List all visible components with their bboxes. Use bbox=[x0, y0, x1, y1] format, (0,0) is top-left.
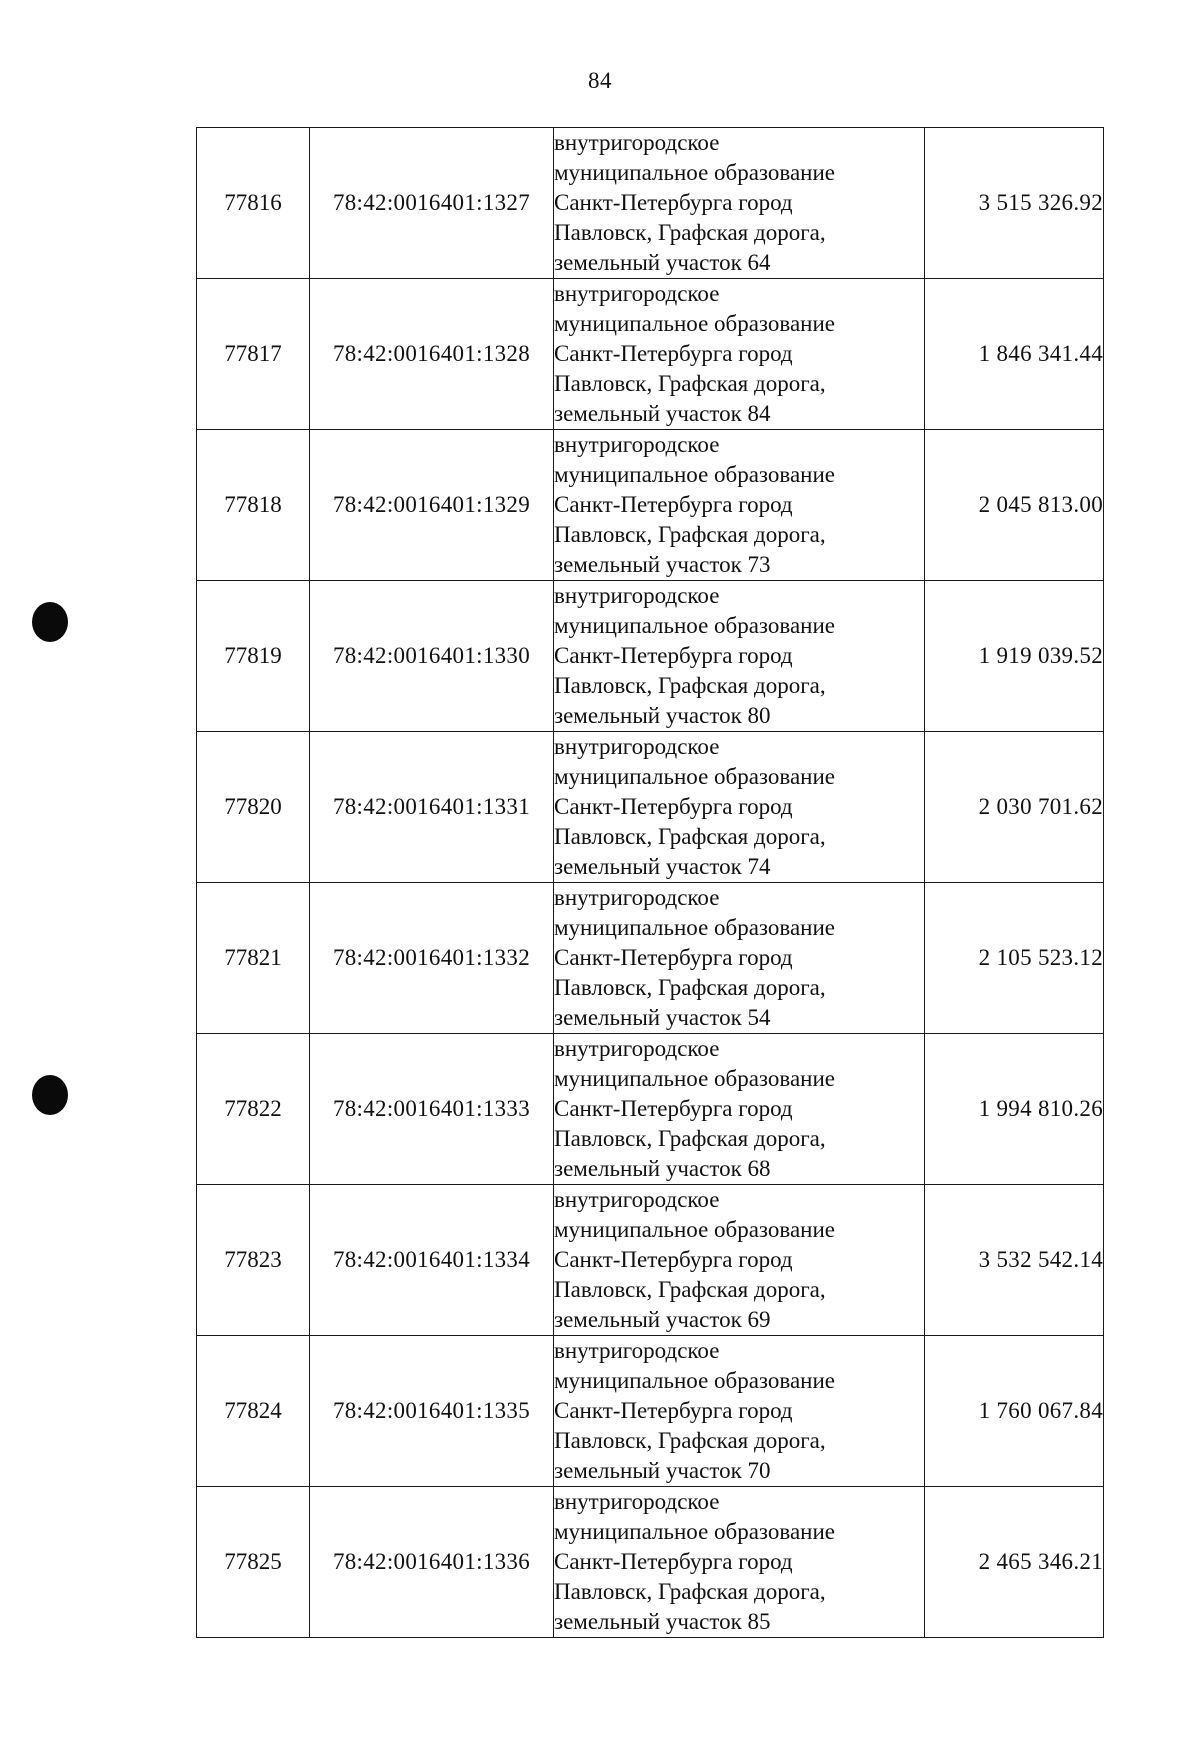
address-line: муниципальное образование bbox=[554, 764, 835, 789]
table-body bbox=[197, 128, 1104, 1638]
address-line: земельный участок 73 bbox=[554, 552, 771, 577]
table-row bbox=[197, 1487, 1104, 1638]
address-line: внутригородское bbox=[554, 885, 720, 910]
cadastral-number: 78:42:0016401:1332 bbox=[310, 883, 554, 1034]
table-row bbox=[197, 1336, 1104, 1487]
address-line: Павловск, Графская дорога, bbox=[554, 1126, 826, 1151]
address-line: Павловск, Графская дорога, bbox=[554, 824, 826, 849]
address-line: внутригородское bbox=[554, 432, 720, 457]
address-line: Санкт-Петербурга город bbox=[554, 1247, 793, 1272]
row-number: 77818 bbox=[197, 430, 310, 581]
address-line: Павловск, Графская дорога, bbox=[554, 220, 826, 245]
punch-hole-mark bbox=[32, 602, 68, 642]
address-cell bbox=[554, 581, 925, 732]
address-line: Павловск, Графская дорога, bbox=[554, 1277, 826, 1302]
address-line: Павловск, Графская дорога, bbox=[554, 371, 826, 396]
cadastral-value: 3 515 326.92 bbox=[925, 128, 1104, 279]
address-cell bbox=[554, 128, 925, 279]
table-row bbox=[197, 732, 1104, 883]
address-line: муниципальное образование bbox=[554, 1368, 835, 1393]
table-row bbox=[197, 128, 1104, 279]
address-line: муниципальное образование bbox=[554, 1217, 835, 1242]
address-cell bbox=[554, 1185, 925, 1336]
address-cell bbox=[554, 1034, 925, 1185]
address-line: внутригородское bbox=[554, 130, 720, 155]
address-line: Павловск, Графская дорога, bbox=[554, 1579, 826, 1604]
row-number: 77817 bbox=[197, 279, 310, 430]
address-line: Санкт-Петербурга город bbox=[554, 1398, 793, 1423]
cadastral-value: 1 846 341.44 bbox=[925, 279, 1104, 430]
row-number: 77821 bbox=[197, 883, 310, 1034]
row-number: 77824 bbox=[197, 1336, 310, 1487]
table-row bbox=[197, 430, 1104, 581]
table-row bbox=[197, 1185, 1104, 1336]
cadastral-number: 78:42:0016401:1335 bbox=[310, 1336, 554, 1487]
table-row bbox=[197, 279, 1104, 430]
address-line: муниципальное образование bbox=[554, 915, 835, 940]
address-cell bbox=[554, 279, 925, 430]
address-line: Павловск, Графская дорога, bbox=[554, 673, 826, 698]
cadastral-value: 2 045 813.00 bbox=[925, 430, 1104, 581]
table-row bbox=[197, 883, 1104, 1034]
cadastral-number: 78:42:0016401:1336 bbox=[310, 1487, 554, 1638]
address-line: внутригородское bbox=[554, 1489, 720, 1514]
address-line: внутригородское bbox=[554, 1338, 720, 1363]
address-line: земельный участок 85 bbox=[554, 1609, 771, 1634]
cadastral-value: 1 919 039.52 bbox=[925, 581, 1104, 732]
address-line: внутригородское bbox=[554, 1036, 720, 1061]
cadastral-value: 3 532 542.14 bbox=[925, 1185, 1104, 1336]
address-line: Санкт-Петербурга город bbox=[554, 1096, 793, 1121]
row-number: 77819 bbox=[197, 581, 310, 732]
address-line: земельный участок 64 bbox=[554, 250, 771, 275]
row-number: 77816 bbox=[197, 128, 310, 279]
cadastral-number: 78:42:0016401:1333 bbox=[310, 1034, 554, 1185]
page-number: 84 bbox=[588, 68, 612, 93]
address-cell bbox=[554, 732, 925, 883]
cadastral-number: 78:42:0016401:1330 bbox=[310, 581, 554, 732]
cadastral-value: 2 465 346.21 bbox=[925, 1487, 1104, 1638]
land-plot-table bbox=[196, 127, 1104, 1638]
address-line: Санкт-Петербурга город bbox=[554, 945, 793, 970]
address-line: муниципальное образование bbox=[554, 160, 835, 185]
address-cell bbox=[554, 1487, 925, 1638]
cadastral-number: 78:42:0016401:1327 bbox=[310, 128, 554, 279]
address-line: внутригородское bbox=[554, 734, 720, 759]
cadastral-value: 1 760 067.84 bbox=[925, 1336, 1104, 1487]
cadastral-value: 2 105 523.12 bbox=[925, 883, 1104, 1034]
address-line: земельный участок 84 bbox=[554, 401, 771, 426]
address-cell bbox=[554, 883, 925, 1034]
address-line: Санкт-Петербурга город bbox=[554, 1549, 793, 1574]
address-line: земельный участок 80 bbox=[554, 703, 771, 728]
cadastral-number: 78:42:0016401:1331 bbox=[310, 732, 554, 883]
cadastral-value: 1 994 810.26 bbox=[925, 1034, 1104, 1185]
address-line: внутригородское bbox=[554, 281, 720, 306]
address-line: муниципальное образование bbox=[554, 1519, 835, 1544]
address-line: муниципальное образование bbox=[554, 1066, 835, 1091]
address-line: земельный участок 68 bbox=[554, 1156, 771, 1181]
address-line: земельный участок 54 bbox=[554, 1005, 771, 1030]
address-line: земельный участок 69 bbox=[554, 1307, 771, 1332]
address-line: муниципальное образование bbox=[554, 462, 835, 487]
row-number: 77822 bbox=[197, 1034, 310, 1185]
row-number: 77825 bbox=[197, 1487, 310, 1638]
table-row bbox=[197, 581, 1104, 732]
address-cell bbox=[554, 430, 925, 581]
cadastral-number: 78:42:0016401:1334 bbox=[310, 1185, 554, 1336]
cadastral-number: 78:42:0016401:1328 bbox=[310, 279, 554, 430]
table-row bbox=[197, 1034, 1104, 1185]
address-line: земельный участок 70 bbox=[554, 1458, 771, 1483]
address-line: муниципальное образование bbox=[554, 613, 835, 638]
address-line: муниципальное образование bbox=[554, 311, 835, 336]
address-line: внутригородское bbox=[554, 583, 720, 608]
address-line: Павловск, Графская дорога, bbox=[554, 975, 826, 1000]
address-line: Санкт-Петербурга город bbox=[554, 341, 793, 366]
address-line: Санкт-Петербурга город bbox=[554, 190, 793, 215]
row-number: 77820 bbox=[197, 732, 310, 883]
cadastral-value: 2 030 701.62 bbox=[925, 732, 1104, 883]
punch-hole-mark bbox=[32, 1075, 68, 1115]
row-number: 77823 bbox=[197, 1185, 310, 1336]
address-line: Санкт-Петербурга город bbox=[554, 492, 793, 517]
address-cell bbox=[554, 1336, 925, 1487]
address-line: Санкт-Петербурга город bbox=[554, 794, 793, 819]
address-line: земельный участок 74 bbox=[554, 854, 771, 879]
cadastral-number: 78:42:0016401:1329 bbox=[310, 430, 554, 581]
address-line: Павловск, Графская дорога, bbox=[554, 522, 826, 547]
address-line: внутригородское bbox=[554, 1187, 720, 1212]
address-line: Павловск, Графская дорога, bbox=[554, 1428, 826, 1453]
address-line: Санкт-Петербурга город bbox=[554, 643, 793, 668]
